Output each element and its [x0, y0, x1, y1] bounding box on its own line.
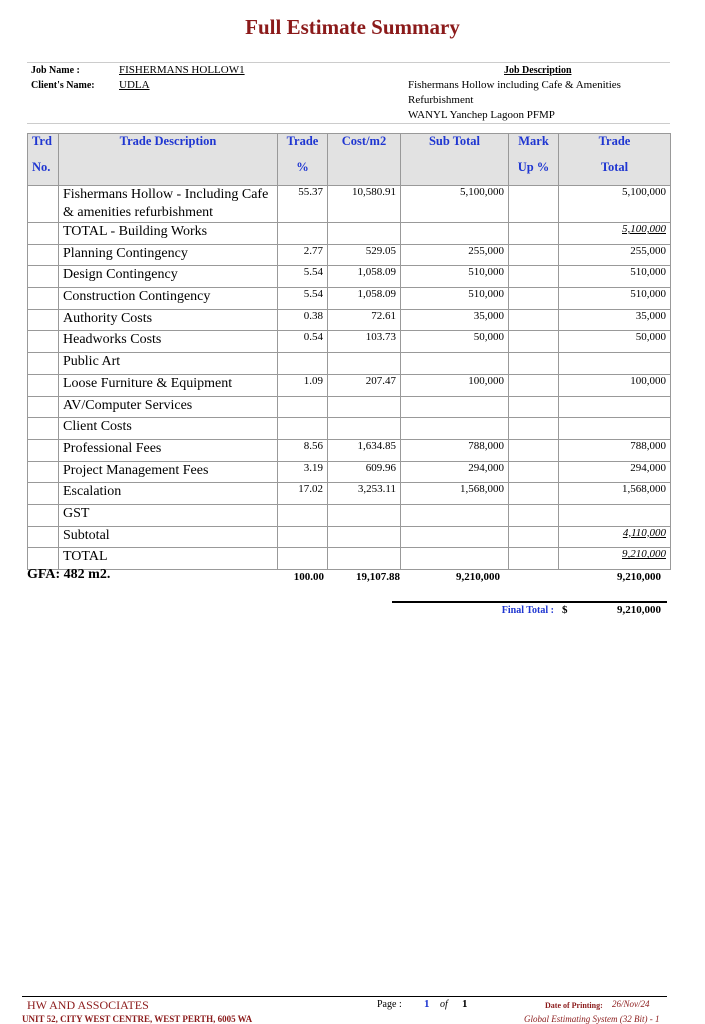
footer-page-of: of	[440, 999, 448, 1010]
footer-date-label: Date of Printing:	[545, 1001, 603, 1010]
final-total-label: Final Total :	[501, 605, 554, 616]
trade-pct-cell: 3.19	[278, 461, 328, 483]
cost-m2-cell	[328, 418, 401, 440]
trade-description-cell: Subtotal	[59, 526, 278, 548]
final-total-currency: $	[562, 604, 568, 616]
trd-no-cell	[28, 244, 59, 266]
trade-total-cell: 5,100,000	[559, 223, 671, 245]
trd-no-cell	[28, 461, 59, 483]
trd-no-cell	[28, 186, 59, 223]
sub-total-cell: 255,000	[401, 244, 509, 266]
cost-m2-cell	[328, 504, 401, 526]
mark-up-cell	[509, 374, 559, 396]
trade-description-cell: Escalation	[59, 483, 278, 505]
trade-description-cell: Planning Contingency	[59, 244, 278, 266]
mark-up-cell	[509, 418, 559, 440]
cost-m2-cell: 1,058.09	[328, 288, 401, 310]
footer-date: 26/Nov/24	[612, 999, 650, 1009]
mark-up-cell	[509, 186, 559, 223]
table-row	[28, 396, 671, 418]
trade-pct-cell: 8.56	[278, 439, 328, 461]
table-row	[28, 186, 671, 223]
trade-pct-cell	[278, 396, 328, 418]
table-row	[28, 504, 671, 526]
page-title: Full Estimate Summary	[245, 15, 460, 39]
col-trd-no: Trd No.	[28, 134, 59, 186]
client-name-label: Client's Name:	[31, 80, 95, 91]
sub-total-cell	[401, 526, 509, 548]
mark-up-cell	[509, 266, 559, 288]
cost-m2-cell: 10,580.91	[328, 186, 401, 223]
footer-page-label: Page :	[377, 999, 402, 1010]
mark-up-cell	[509, 288, 559, 310]
client-name-value: UDLA	[119, 79, 150, 91]
trade-pct-cell	[278, 223, 328, 245]
trade-pct-cell: 2.77	[278, 244, 328, 266]
col-trade-pct: Trade %	[278, 134, 328, 186]
table-row	[28, 418, 671, 440]
gfa-total: 9,210,000	[617, 571, 661, 583]
trade-description-cell: TOTAL - Building Works	[59, 223, 278, 245]
cost-m2-cell: 529.05	[328, 244, 401, 266]
job-info	[27, 62, 670, 124]
final-total-rule	[392, 601, 667, 603]
trade-total-cell: 100,000	[559, 374, 671, 396]
table-row	[28, 309, 671, 331]
table-row	[28, 548, 671, 570]
trade-total-cell: 9,210,000	[559, 548, 671, 570]
trd-no-cell	[28, 223, 59, 245]
gfa-label: GFA: 482 m2.	[27, 567, 111, 582]
trade-total-cell: 255,000	[559, 244, 671, 266]
cost-m2-cell	[328, 396, 401, 418]
trade-pct-cell: 1.09	[278, 374, 328, 396]
trade-pct-cell	[278, 353, 328, 375]
table-row	[28, 374, 671, 396]
trade-pct-cell	[278, 418, 328, 440]
cost-m2-cell	[328, 548, 401, 570]
cost-m2-cell: 72.61	[328, 309, 401, 331]
trd-no-cell	[28, 483, 59, 505]
trade-total-cell: 5,100,000	[559, 186, 671, 223]
footer-rule	[22, 996, 667, 997]
trd-no-cell	[28, 526, 59, 548]
trd-no-cell	[28, 504, 59, 526]
gfa-pct: 100.00	[293, 571, 324, 583]
gfa-subtotal: 9,210,000	[456, 571, 500, 583]
sub-total-cell: 294,000	[401, 461, 509, 483]
table-row	[28, 223, 671, 245]
trade-pct-cell: 55.37	[278, 186, 328, 223]
sub-total-cell: 510,000	[401, 288, 509, 310]
trade-total-cell: 4,110,000	[559, 526, 671, 548]
table-header-row	[28, 134, 671, 186]
sub-total-cell: 788,000	[401, 439, 509, 461]
sub-total-cell	[401, 396, 509, 418]
trade-total-cell: 294,000	[559, 461, 671, 483]
trd-no-cell	[28, 439, 59, 461]
sub-total-cell: 100,000	[401, 374, 509, 396]
mark-up-cell	[509, 244, 559, 266]
cost-m2-cell	[328, 353, 401, 375]
table-row	[28, 353, 671, 375]
trade-description-cell: Client Costs	[59, 418, 278, 440]
table-row	[28, 288, 671, 310]
estimate-table	[27, 133, 671, 570]
trd-no-cell	[28, 309, 59, 331]
sub-total-cell	[401, 548, 509, 570]
trade-pct-cell: 17.02	[278, 483, 328, 505]
gfa-cost: 19,107.88	[356, 571, 400, 583]
sub-total-cell	[401, 504, 509, 526]
job-name-value: FISHERMANS HOLLOW1	[119, 64, 245, 76]
table-row	[28, 526, 671, 548]
trade-total-cell: 510,000	[559, 266, 671, 288]
trade-pct-cell	[278, 526, 328, 548]
trade-description-cell: TOTAL	[59, 548, 278, 570]
col-trade-total: Trade Total	[559, 134, 671, 186]
cost-m2-cell	[328, 526, 401, 548]
footer-address: UNIT 52, CITY WEST CENTRE, WEST PERTH, 6005 WA	[22, 1014, 253, 1024]
col-cost-m2: Cost/m2	[328, 134, 401, 186]
mark-up-cell	[509, 504, 559, 526]
cost-m2-cell: 207.47	[328, 374, 401, 396]
footer-page-number: 1	[424, 998, 430, 1010]
trade-total-cell	[559, 418, 671, 440]
trade-total-cell	[559, 504, 671, 526]
cost-m2-cell: 103.73	[328, 331, 401, 353]
job-description-line: Refurbishment	[408, 94, 474, 106]
cost-m2-cell: 1,634.85	[328, 439, 401, 461]
trd-no-cell	[28, 418, 59, 440]
footer-system: Global Estimating System (32 Bit) - 1	[524, 1014, 660, 1024]
trd-no-cell	[28, 353, 59, 375]
trade-total-cell: 510,000	[559, 288, 671, 310]
sub-total-cell: 35,000	[401, 309, 509, 331]
sub-total-cell	[401, 353, 509, 375]
footer-page-total: 1	[462, 998, 468, 1010]
trd-no-cell	[28, 288, 59, 310]
sub-total-cell: 1,568,000	[401, 483, 509, 505]
sub-total-cell	[401, 223, 509, 245]
table-row	[28, 244, 671, 266]
mark-up-cell	[509, 526, 559, 548]
trade-total-cell	[559, 396, 671, 418]
mark-up-cell	[509, 483, 559, 505]
trade-description-cell: Project Management Fees	[59, 461, 278, 483]
col-trade-description: Trade Description	[59, 134, 278, 186]
trade-description-cell: Construction Contingency	[59, 288, 278, 310]
mark-up-cell	[509, 331, 559, 353]
trade-total-cell: 1,568,000	[559, 483, 671, 505]
trade-description-cell: Professional Fees	[59, 439, 278, 461]
job-description-title: Job Description	[504, 65, 572, 76]
cost-m2-cell: 1,058.09	[328, 266, 401, 288]
trade-description-cell: GST	[59, 504, 278, 526]
trade-total-cell: 788,000	[559, 439, 671, 461]
trade-description-cell: Fishermans Hollow - Including Cafe & amenities refurbishment	[59, 186, 278, 223]
trade-pct-cell: 0.54	[278, 331, 328, 353]
sub-total-cell: 5,100,000	[401, 186, 509, 223]
col-mark-up: Mark Up %	[509, 134, 559, 186]
trade-description-cell: AV/Computer Services	[59, 396, 278, 418]
table-row	[28, 483, 671, 505]
trade-description-cell: Public Art	[59, 353, 278, 375]
cost-m2-cell: 609.96	[328, 461, 401, 483]
mark-up-cell	[509, 439, 559, 461]
trade-pct-cell: 5.54	[278, 266, 328, 288]
trd-no-cell	[28, 331, 59, 353]
trd-no-cell	[28, 396, 59, 418]
mark-up-cell	[509, 353, 559, 375]
mark-up-cell	[509, 309, 559, 331]
trade-description-cell: Headworks Costs	[59, 331, 278, 353]
trd-no-cell	[28, 266, 59, 288]
trd-no-cell	[28, 374, 59, 396]
sub-total-cell	[401, 418, 509, 440]
col-sub-total: Sub Total	[401, 134, 509, 186]
cost-m2-cell: 3,253.11	[328, 483, 401, 505]
sub-total-cell: 510,000	[401, 266, 509, 288]
trade-total-cell	[559, 353, 671, 375]
final-total-value: 9,210,000	[617, 604, 661, 616]
trade-pct-cell: 5.54	[278, 288, 328, 310]
footer-company: HW AND ASSOCIATES	[27, 998, 149, 1012]
table-row	[28, 331, 671, 353]
trade-pct-cell	[278, 504, 328, 526]
trade-pct-cell: 0.38	[278, 309, 328, 331]
trade-description-cell: Authority Costs	[59, 309, 278, 331]
table-row	[28, 461, 671, 483]
sub-total-cell: 50,000	[401, 331, 509, 353]
mark-up-cell	[509, 461, 559, 483]
trade-total-cell: 35,000	[559, 309, 671, 331]
trade-description-cell: Loose Furniture & Equipment	[59, 374, 278, 396]
job-description-line: Fishermans Hollow including Cafe & Amenities	[408, 79, 621, 91]
job-name-label: Job Name :	[31, 65, 80, 76]
table-row	[28, 439, 671, 461]
table-row	[28, 266, 671, 288]
cost-m2-cell	[328, 223, 401, 245]
trade-description-cell: Design Contingency	[59, 266, 278, 288]
mark-up-cell	[509, 223, 559, 245]
trade-pct-cell	[278, 548, 328, 570]
job-description-line: WANYL Yanchep Lagoon PFMP	[408, 109, 555, 121]
mark-up-cell	[509, 396, 559, 418]
trade-total-cell: 50,000	[559, 331, 671, 353]
mark-up-cell	[509, 548, 559, 570]
